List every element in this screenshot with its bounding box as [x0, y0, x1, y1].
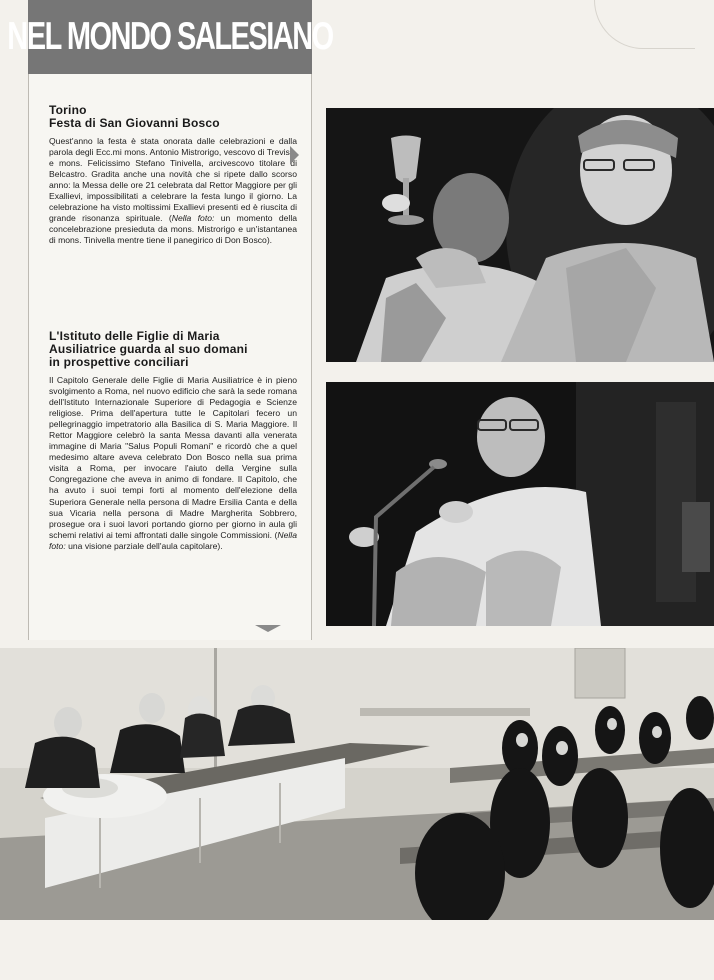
caption-text: un momento della concelebrazione presieduta da mons. Mistrorigo e un'istantanea di mons. Tinivella mentre tiene il panegirico di Don Bosco).	[49, 213, 298, 246]
caption-text: una visione parziale dell'aula capitolare).	[65, 540, 223, 551]
body-text: Il Capitolo Generale delle Figlie di Maria Ausiliatrice è in pieno svolgimento a Roma, nel nuovo edificio che sarà la sede romana dell'Istituto Internazionale Superiore di Pedagogia e Scienze religiose. Prima dell'apertura tutte le Capitolari fecero un pellegrinaggio impetratorio alla Basilica di S. Maria Maggiore. Il Rettor Maggiore celebrò la santa Messa davanti alla venerata immagine di Maria "Salus Populi Romani" e ricordò che a quel medesimo altare aveva celebrato Don Bosco nella sua prima visita a Roma, per invocare l'aiuto della Vergine sulla Congregazione che aveva in animo di fondare. Il Capitolo, che ha avuto i suoi tempi forti al momento dell'elezione della Superiora Generale nella persona di Madre Ersilia Canta e della sua Vicaria nella persona di Madre Margherita Sobbrero, prosegue ora i suoi lavori portando giorno per giorno in aula gli schemi relativi ai temi affrontati dalle singole Commissioni. (	[49, 375, 297, 540]
photo-chapter-hall-image	[0, 648, 714, 920]
article-fma-chapter	[49, 330, 297, 552]
headline-line: Festa di San Giovanni Bosco	[49, 116, 220, 130]
photo-chapter-hall	[0, 648, 714, 920]
section-masthead	[7, 0, 333, 74]
photo-panegyric	[326, 382, 714, 626]
continue-arrow-icon	[290, 146, 299, 164]
article-body	[49, 136, 297, 246]
headline-line: Torino	[49, 103, 87, 117]
article-headline	[49, 330, 297, 369]
text-column	[28, 74, 312, 640]
headline-line: in prospettive conciliari	[49, 355, 189, 369]
headline-line: L'Istituto delle Figlie di Maria	[49, 329, 220, 343]
caption-label: Nella foto:	[171, 213, 215, 224]
caption-label: Nella foto:	[49, 529, 297, 551]
continue-down-arrow-icon	[255, 625, 281, 632]
section-title: NEL MONDO SALESIANO	[7, 14, 333, 58]
article-don-bosco-feast	[49, 104, 297, 246]
article-headline	[49, 104, 297, 130]
photo-panegyric-image	[326, 382, 714, 626]
scan-artifact	[594, 0, 695, 49]
body-text: Quest'anno la festa è stata onorata dalle celebrazioni e dalla parola degli Ecc.mi mons. Antonio Mistrorigo, vescovo di Treviso, e mons. Felicissimo Stefano Tinivella, arcivescovo titolare di Belcastro. Gradita anche una novità che si ripete dallo scorso anno: la Messa delle ore 21 celebrata dal Rettor Maggiore per gli Exallievi, impossibilitati a celebrare la festa lungo il giorno. La celebrazione ha visto moltissimi Exallievi presenti ed è riuscita di grande risonanza spirituale. (	[49, 136, 297, 224]
photo-concelebration-image	[326, 108, 714, 362]
article-body	[49, 375, 297, 552]
headline-line: Ausiliatrice guarda al suo domani	[49, 342, 248, 356]
photo-concelebration	[326, 108, 714, 362]
